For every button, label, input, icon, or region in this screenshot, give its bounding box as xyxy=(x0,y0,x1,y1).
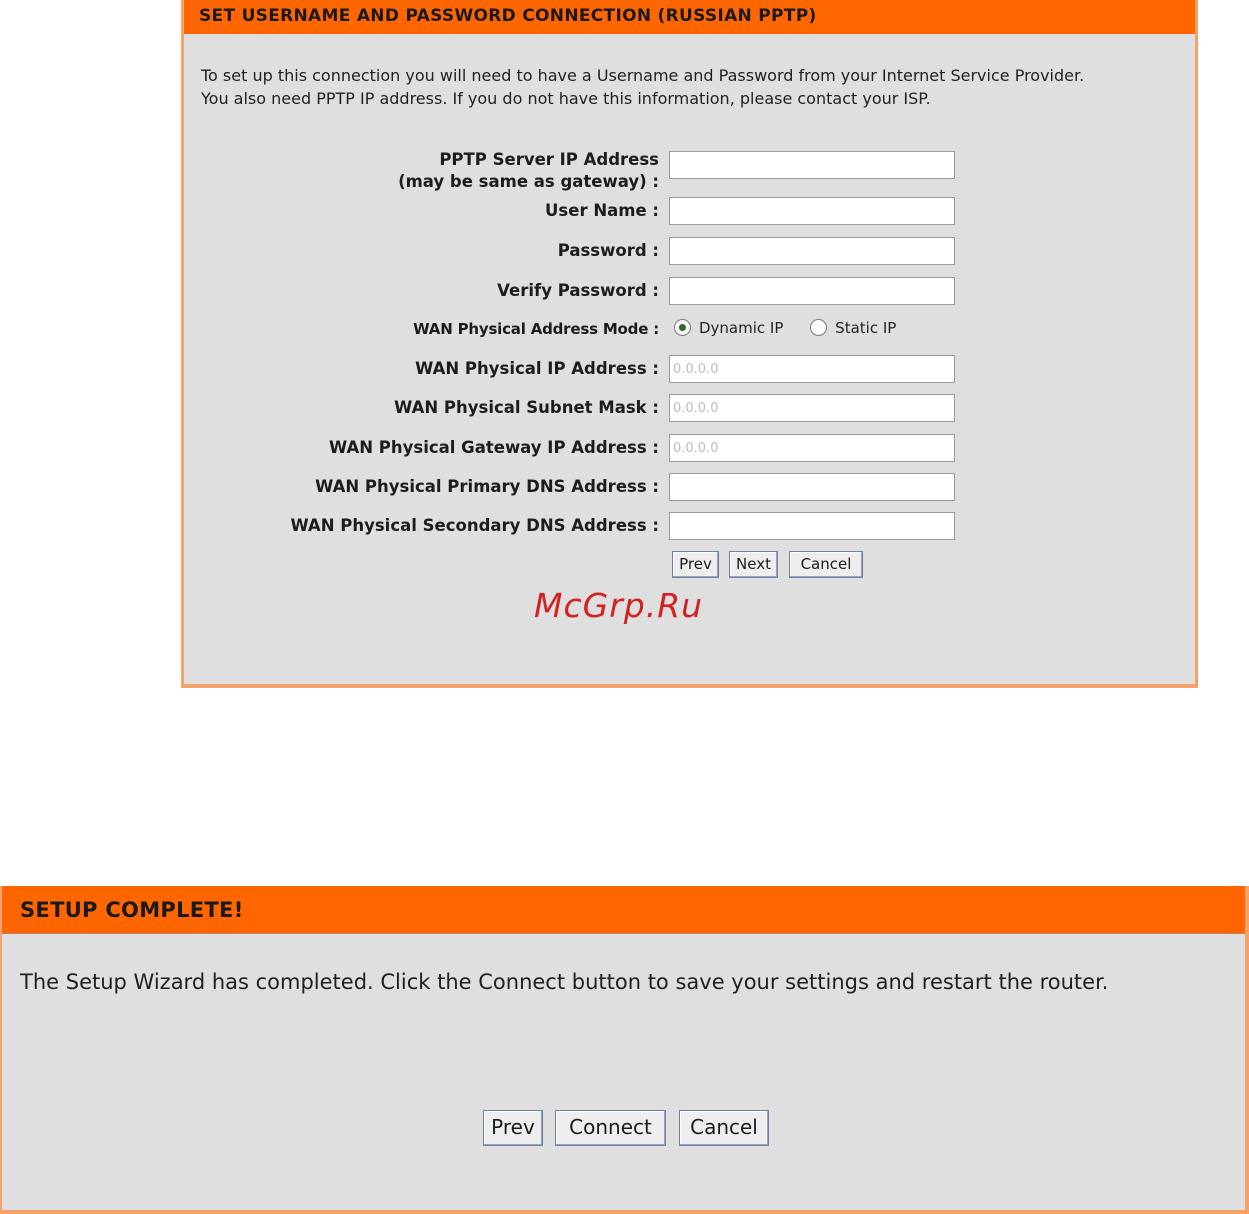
row-subnet-mask xyxy=(184,394,1194,424)
setup-complete-title: SETUP COMPLETE! xyxy=(2,886,1245,934)
verify-password-input[interactable] xyxy=(669,277,955,305)
pptp-server-ip-label xyxy=(398,149,659,193)
pptp-setup-panel xyxy=(181,0,1198,688)
address-mode-label: WAN Physical Address Mode : xyxy=(413,320,659,338)
address-mode-radio-group xyxy=(674,319,918,337)
wan-ip-label: WAN Physical IP Address : xyxy=(415,359,659,378)
complete-cancel-button[interactable]: Cancel xyxy=(679,1110,769,1146)
primary-dns-input[interactable] xyxy=(669,473,955,501)
pptp-server-ip-label-line1: PPTP Server IP Address xyxy=(439,150,659,169)
pptp-next-button[interactable]: Next xyxy=(729,551,778,578)
complete-prev-button[interactable]: Prev xyxy=(483,1110,543,1146)
subnet-mask-label: WAN Physical Subnet Mask : xyxy=(394,398,659,417)
pptp-server-ip-input[interactable] xyxy=(669,151,955,179)
password-input[interactable] xyxy=(669,237,955,265)
verify-password-label: Verify Password : xyxy=(497,281,659,300)
pptp-intro-text xyxy=(201,64,1191,110)
row-password xyxy=(184,237,1194,267)
secondary-dns-input[interactable] xyxy=(669,512,955,540)
primary-dns-label: WAN Physical Primary DNS Address : xyxy=(315,477,659,496)
static-ip-radio[interactable] xyxy=(810,319,827,336)
user-name-label: User Name : xyxy=(545,201,659,220)
pptp-panel-title: SET USERNAME AND PASSWORD CONNECTION (RUSSIAN PPTP) xyxy=(184,0,1195,34)
dynamic-ip-radio[interactable] xyxy=(674,319,691,336)
gateway-ip-label: WAN Physical Gateway IP Address : xyxy=(329,438,659,457)
subnet-mask-input[interactable] xyxy=(669,394,955,422)
row-primary-dns xyxy=(184,473,1194,503)
row-gateway-ip xyxy=(184,434,1194,464)
row-address-mode xyxy=(184,316,1194,346)
pptp-prev-button[interactable]: Prev xyxy=(672,551,719,578)
watermark-text: McGrp.Ru xyxy=(534,586,704,625)
setup-complete-panel xyxy=(0,886,1249,1214)
wan-ip-input[interactable] xyxy=(669,355,955,383)
row-user-name xyxy=(184,197,1194,227)
row-pptp-server-ip xyxy=(184,150,1194,191)
pptp-server-ip-label-line2: (may be same as gateway) : xyxy=(398,172,659,191)
row-secondary-dns xyxy=(184,512,1194,542)
connect-button[interactable]: Connect xyxy=(555,1110,666,1146)
setup-complete-message: The Setup Wizard has completed. Click the Connect button to save your settings and restart the router. xyxy=(20,970,1109,994)
static-ip-label: Static IP xyxy=(835,319,897,337)
secondary-dns-label: WAN Physical Secondary DNS Address : xyxy=(290,516,659,535)
password-label: Password : xyxy=(557,241,659,260)
dynamic-ip-label: Dynamic IP xyxy=(699,319,784,337)
row-verify-password xyxy=(184,277,1194,307)
intro-line-2: You also need PPTP IP address. If you do not have this information, please contact your ISP. xyxy=(201,89,931,108)
row-wan-ip xyxy=(184,355,1194,385)
pptp-cancel-button[interactable]: Cancel xyxy=(789,551,863,578)
intro-line-1: To set up this connection you will need to have a Username and Password from your Internet Service Provider. xyxy=(201,66,1085,85)
gateway-ip-input[interactable] xyxy=(669,434,955,462)
user-name-input[interactable] xyxy=(669,197,955,225)
